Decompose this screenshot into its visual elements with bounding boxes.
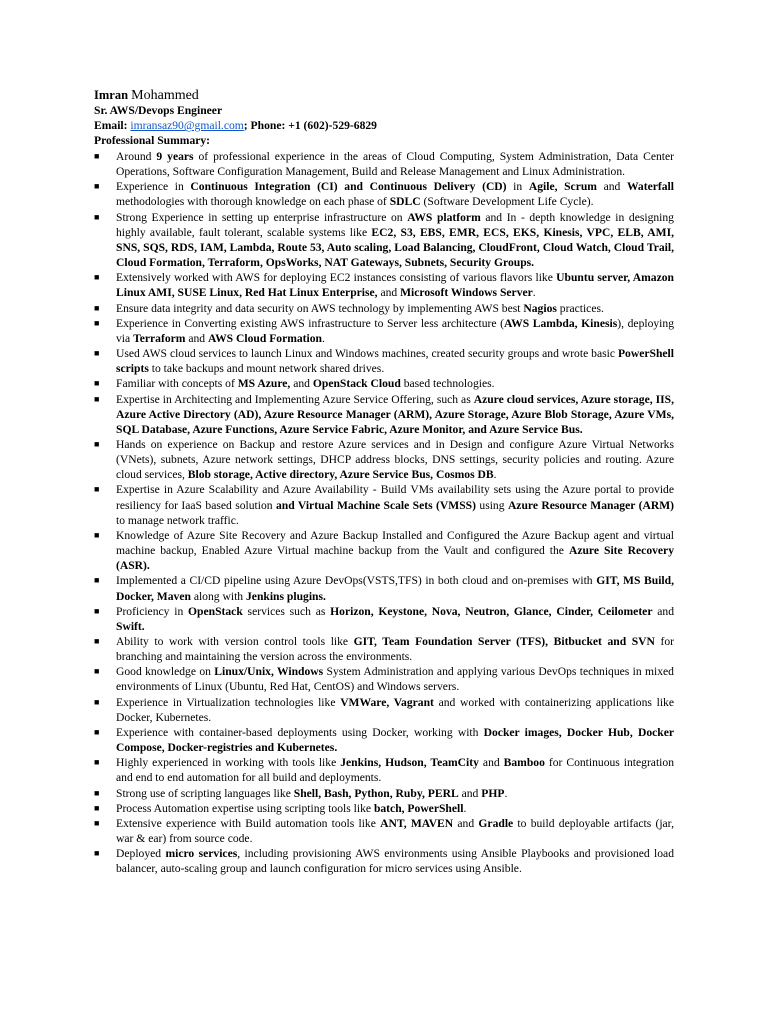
bold-text: batch, PowerShell xyxy=(373,801,464,815)
text: Expertise in Azure Scalability and Azure Availability - Build VMs availability sets using the Azure portal to provide resiliency for IaaS based solution xyxy=(116,483,674,512)
text: along with xyxy=(190,589,246,603)
text: for branching and maintaining the version across the environments. xyxy=(116,635,674,664)
text: based technologies. xyxy=(400,377,495,391)
summary-item xyxy=(94,149,674,179)
contact-line xyxy=(94,118,684,133)
bullet-icon: ■ xyxy=(94,181,100,192)
bold-text: VMWare, Vagrant xyxy=(340,695,434,709)
bullet-icon: ■ xyxy=(94,817,100,828)
text: Familiar with concepts of xyxy=(116,377,238,391)
bold-text: OpenStack Cloud xyxy=(312,377,401,391)
bold-text: Agile, Scrum xyxy=(528,180,597,194)
bullet-icon: ■ xyxy=(94,302,100,313)
text: . xyxy=(504,786,508,800)
bullet-icon: ■ xyxy=(94,438,100,449)
summary-item xyxy=(94,270,674,300)
summary-item xyxy=(94,573,674,603)
text: Experience in Virtualization technologies like xyxy=(116,695,341,709)
text: Expertise in Architecting and Implementing Azure Service Offering, such as xyxy=(116,392,474,406)
text: and xyxy=(478,756,504,770)
bullet-icon: ■ xyxy=(94,726,100,737)
summary-item xyxy=(94,392,674,437)
bullet-icon: ■ xyxy=(94,378,100,389)
last-name: Mohammed xyxy=(131,88,199,103)
bold-text: Jenkins plugins. xyxy=(246,589,326,603)
text: Strong use of scripting languages like xyxy=(116,786,294,800)
text: Ability to work with version control tools like xyxy=(116,635,354,648)
text: and xyxy=(290,377,313,391)
text: and xyxy=(596,180,627,194)
bold-text: Microsoft Windows Server xyxy=(400,286,533,300)
phone-number: +1 (602)-529-6829 xyxy=(288,119,377,133)
text: using xyxy=(475,498,508,512)
text: Implemented a CI/CD pipeline using Azure DevOps(VSTS,TFS) in both cloud and on-premises with xyxy=(116,574,597,588)
text: Experience in xyxy=(116,180,191,194)
bold-text: ANT, MAVEN xyxy=(380,816,454,830)
summary-item xyxy=(94,816,674,846)
candidate-name xyxy=(94,88,684,103)
bold-text: Ubuntu server, Amazon Linux AMI, SUSE Linux, Red Hat Linux Enterprise, xyxy=(116,271,674,300)
text: Strong Experience in setting up enterprise infrastructure on xyxy=(116,210,408,224)
summary-item xyxy=(94,376,674,391)
text: . xyxy=(322,331,325,345)
bold-text: PowerShell scripts xyxy=(116,347,674,376)
text: to build deployable artifacts (jar, war & ear) from source code. xyxy=(116,816,674,846)
text: Extensively worked with AWS for deploying EC2 instances consisting of various flavors like xyxy=(116,271,557,285)
bold-text: SDLC xyxy=(389,195,421,209)
summary-item xyxy=(94,528,674,573)
summary-item xyxy=(94,210,674,271)
bullet-icon: ■ xyxy=(94,575,100,586)
bullet-icon: ■ xyxy=(94,348,100,359)
text: . xyxy=(532,286,536,300)
summary-item xyxy=(94,664,674,694)
summary-item xyxy=(94,437,674,482)
text: methodologies with thorough knowledge on each phase of xyxy=(116,195,390,209)
text: practices. xyxy=(556,301,604,315)
bullet-icon: ■ xyxy=(94,802,100,813)
bold-text: Docker images, Docker Hub, Docker Compose, Docker-registries and Kubernetes. xyxy=(116,725,674,755)
bold-text: and Virtual Machine Scale Sets (VMSS) xyxy=(276,498,476,512)
bullet-icon: ■ xyxy=(94,317,100,328)
email-label: Email: xyxy=(94,119,128,133)
section-heading: Professional Summary: xyxy=(94,134,211,148)
bullet-icon: ■ xyxy=(94,151,100,161)
text: Around xyxy=(116,150,157,163)
bold-text: AWS Cloud Formation xyxy=(207,331,323,345)
first-name: Imran xyxy=(94,88,129,102)
summary-item xyxy=(94,755,674,785)
bold-text: AWS Lambda, Kinesis xyxy=(504,316,618,330)
bold-text: 9 years xyxy=(156,150,194,163)
bullet-icon: ■ xyxy=(94,757,100,768)
text: to manage network traffic. xyxy=(116,513,239,527)
email-link[interactable]: imransaz90@gmail.com xyxy=(130,119,244,133)
text: Knowledge of Azure Site Recovery and Azure Backup Installed and Configured the Azure Backup agent and virtual machine backup, Enabled Azure Virtual machine backup from the Vault and configured the xyxy=(116,528,674,558)
text: and xyxy=(652,604,674,618)
text: of professional experience in the areas of Cloud Computing, System Administration, Data Center Operations, Software Configuration Management, Build and Release Management and Linux Administration. xyxy=(116,150,674,179)
professional-summary-list xyxy=(94,149,674,877)
bold-text: Jenkins, Hudson, TeamCity xyxy=(340,756,479,770)
bold-text: Azure Site Recovery (ASR). xyxy=(116,544,675,573)
summary-item xyxy=(94,301,674,316)
text: Proficiency in xyxy=(116,604,189,618)
summary-item xyxy=(94,695,674,725)
text: Deployed xyxy=(116,847,166,861)
bold-text: Swift. xyxy=(116,619,145,633)
summary-item xyxy=(94,786,674,801)
text: System Administration and applying various DevOps techniques in mixed environments of Linux (Ubuntu, Red Hat, CentOS) and Windows servers. xyxy=(116,665,674,694)
bold-text: Shell, Bash, Python, Ruby, PERL xyxy=(293,786,459,800)
bullet-icon: ■ xyxy=(94,696,100,707)
text: Extensive experience with Build automation tools like xyxy=(116,816,381,830)
bold-text: Azure cloud services, Azure storage, IIS, Azure Active Directory (AD), Azure Resource Manager (ARM), Azure Storage, Azure Blob Storage, Azure VMs, SQL Database, Azure Functions, Azure Service Fabric, Azure Monitor, and Azure Service Bus. xyxy=(116,392,674,436)
bullet-icon: ■ xyxy=(94,211,100,222)
bullet-icon: ■ xyxy=(94,393,100,404)
bold-text: Azure Resource Manager (ARM) xyxy=(507,498,674,512)
text: ), deploying via xyxy=(116,316,674,345)
bold-text: Horizon, Keystone, Nova, Neutron, Glance, Cinder, Ceilometer xyxy=(330,604,653,618)
text: Hands on experience on Backup and restore Azure services and in Design and configure Azure Virtual Networks (VNets), subnets, Azure network settings, DHCP address blocks, DNS settings, security policies and routing. Azure cloud services, xyxy=(116,437,674,482)
text: and xyxy=(453,816,479,830)
bold-text: Blob storage, Active directory, Azure Service Bus, Cosmos DB xyxy=(187,468,494,482)
text: Process Automation expertise using scripting tools like xyxy=(116,801,374,815)
bullet-icon: ■ xyxy=(94,848,100,859)
text: . xyxy=(493,468,497,482)
text: Good knowledge on xyxy=(116,665,215,679)
phone-label: ; Phone: xyxy=(243,119,286,133)
text: (Software Development Life Cycle). xyxy=(420,195,594,209)
text: and xyxy=(185,331,208,345)
bullet-icon: ■ xyxy=(94,787,100,798)
text: in xyxy=(506,180,529,194)
text: and xyxy=(458,786,482,800)
bold-text: EC2, S3, EBS, EMR, ECS, EKS, Kinesis, VPC, ELB, AMI, SNS, SQS, RDS, IAM, Lambda, Route 53, Auto scaling, Load Balancing, CloudFront, Cloud Watch, Cloud Trail, Cloud Formation, Terraform, OpsWorks, NAT Gateways, Subnets, Security Groups. xyxy=(116,225,674,270)
bold-text: GIT, MS Build, Docker, Maven xyxy=(116,574,674,603)
bold-text: Continuous Integration (CI) and Continuous Delivery (CD) xyxy=(190,180,507,194)
summary-item xyxy=(94,604,674,634)
text: for Continuous integration and end to end automation for all build and deployments. xyxy=(116,756,674,785)
bold-text: Terraform xyxy=(133,331,186,345)
text: Ensure data integrity and data security on AWS technology by implementing AWS best xyxy=(116,301,524,315)
job-title: Sr. AWS/Devops Engineer xyxy=(94,104,223,117)
resume-header xyxy=(94,88,684,149)
bullet-icon: ■ xyxy=(94,272,100,283)
text: , including provisioning AWS environments using Ansible Playbooks and provisioned load balancer, auto-scaling group and launch configuration for micro services using Ansible. xyxy=(116,847,674,876)
text: and In - depth knowledge in designing highly available, fault tolerant, scalable systems like xyxy=(116,210,674,239)
bold-text: Waterfall xyxy=(626,180,674,194)
text: to take backups and mount network shared drives. xyxy=(148,362,385,376)
bullet-icon: ■ xyxy=(94,636,100,646)
text: and xyxy=(377,286,401,300)
summary-item xyxy=(94,346,674,376)
text: Experience in Converting existing AWS infrastructure to Server less architecture ( xyxy=(116,316,505,330)
summary-item xyxy=(94,316,674,346)
bold-text: PHP xyxy=(481,786,505,800)
summary-item xyxy=(94,179,674,209)
text: Experience with container-based deployments using Docker, working with xyxy=(116,725,484,739)
bold-text: OpenStack xyxy=(188,604,243,618)
bold-text: MS Azure, xyxy=(237,377,291,391)
bold-text: Bamboo xyxy=(503,756,545,770)
bold-text: Gradle xyxy=(478,816,514,830)
summary-item xyxy=(94,482,674,527)
text: Highly experienced in working with tools like xyxy=(116,756,341,770)
summary-item xyxy=(94,846,674,876)
bullet-icon: ■ xyxy=(94,529,100,540)
text: Used AWS cloud services to launch Linux and Windows machines, created security groups and wrote basic xyxy=(116,347,618,361)
bold-text: micro services xyxy=(165,847,238,861)
summary-item xyxy=(94,634,674,664)
summary-item xyxy=(94,801,674,816)
bold-text: AWS platform xyxy=(407,210,481,224)
bold-text: Linux/Unix, Windows xyxy=(214,665,324,679)
summary-item xyxy=(94,725,674,755)
text: and worked with containerizing applications like Docker, Kubernetes. xyxy=(116,695,674,724)
bullet-icon: ■ xyxy=(94,666,100,677)
bold-text: Nagios xyxy=(523,301,557,315)
bold-text: GIT, Team Foundation Server (TFS), Bitbucket and SVN xyxy=(353,635,655,648)
bullet-icon: ■ xyxy=(94,605,100,616)
text: services such as xyxy=(242,604,331,618)
text: . xyxy=(463,801,467,815)
bullet-icon: ■ xyxy=(94,484,100,495)
